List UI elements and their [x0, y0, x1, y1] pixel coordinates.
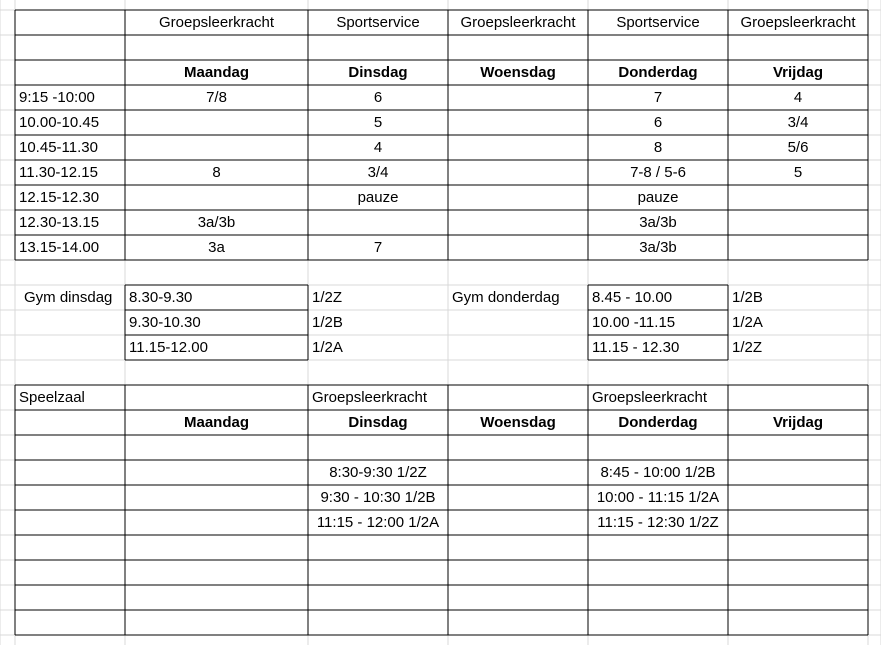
schedule-cell: 4 — [373, 139, 383, 156]
gym-donderdag-group: 1/2B — [732, 289, 763, 306]
gym-dinsdag-group: 1/2A — [312, 339, 343, 356]
schedule-cell — [448, 235, 588, 260]
day-header: Donderdag — [618, 64, 698, 81]
gym-donderdag-group: 1/2Z — [732, 339, 763, 356]
speelzaal-dinsdag-slot: 9:30 - 10:30 1/2B — [320, 489, 436, 506]
gym-dinsdag-group: 1/2B — [312, 314, 343, 331]
schedule-cell: 7 — [373, 239, 383, 256]
role-header: Groepsleerkracht — [460, 14, 576, 31]
speelzaal-role — [125, 385, 308, 410]
schedule-cell — [448, 160, 588, 185]
schedule-cell — [448, 110, 588, 135]
schedule-cell: 7/8 — [206, 89, 227, 106]
day-header: Dinsdag — [348, 64, 408, 81]
gym-donderdag-time: 10.00 -11.15 — [592, 314, 676, 331]
schedule-cell — [448, 185, 588, 210]
schedule-cell — [448, 210, 588, 235]
schedule-cell — [728, 185, 868, 210]
speelzaal-day-header: Woensdag — [480, 414, 556, 431]
time-slot: 10.45-11.30 — [19, 139, 98, 156]
schedule-cell: 5 — [793, 164, 803, 181]
schedule-cell — [125, 185, 308, 210]
schedule-cell: 8 — [653, 139, 663, 156]
gym-dinsdag-label: Gym dinsdag — [24, 289, 113, 306]
time-slot: 10.00-10.45 — [19, 114, 100, 131]
day-header: Vrijdag — [772, 64, 824, 81]
schedule-cell: 3a — [208, 239, 225, 256]
speelzaal-dinsdag-slot: 11:15 - 12:00 1/2A — [316, 514, 440, 531]
speelzaal-day-header: Vrijdag — [772, 414, 824, 431]
schedule-cell: 3/4 — [787, 114, 809, 131]
speelzaal-day-header: Maandag — [183, 414, 249, 431]
gym-dinsdag-time: 8.30-9.30 — [129, 289, 193, 306]
gym-dinsdag-time: 11.15-12.00 — [129, 339, 208, 356]
role-header: Groepsleerkracht — [740, 14, 856, 31]
speelzaal-donderdag-slot: 10:00 - 11:15 1/2A — [596, 489, 720, 506]
day-header: Woensdag — [480, 64, 556, 81]
gym-donderdag-time: 11.15 - 12.30 — [592, 339, 680, 356]
schedule-cell: 3a/3b — [197, 214, 236, 231]
speelzaal-donderdag-slot: 8:45 - 10:00 1/2B — [600, 464, 716, 481]
speelzaal-day-header: Donderdag — [618, 414, 698, 431]
schedule-cell: 3a/3b — [639, 239, 677, 256]
time-slot: 11.30-12.15 — [19, 164, 98, 181]
speelzaal-role — [448, 385, 588, 410]
speelzaal-role: Groepsleerkracht — [592, 389, 708, 406]
time-slot: 12.15-12.30 — [19, 189, 100, 206]
schedule-cell: 6 — [653, 114, 663, 131]
schedule-cell: 3a/3b — [639, 214, 677, 231]
role-header: Sportservice — [336, 14, 420, 31]
gym-dinsdag-group: 1/2Z — [312, 289, 343, 306]
time-slot: 13.15-14.00 — [19, 239, 100, 256]
role-header: Sportservice — [616, 14, 700, 31]
schedule-cell — [448, 135, 588, 160]
gym-donderdag-label: Gym donderdag — [452, 289, 560, 306]
gym-donderdag-time: 8.45 - 10.00 — [592, 289, 673, 306]
gym-dinsdag-time: 9.30-10.30 — [129, 314, 201, 331]
speelzaal-label: Speelzaal — [19, 389, 85, 406]
schedule-cell: 3/4 — [367, 164, 389, 181]
speelzaal-role: Groepsleerkracht — [312, 389, 428, 406]
schedule-cell — [125, 110, 308, 135]
schedule-cell: 5 — [373, 114, 383, 131]
schedule-cell: 5/6 — [787, 139, 809, 156]
schedule-cell: pauze — [637, 189, 679, 206]
schedule-cell: 8 — [212, 164, 221, 181]
time-slot: 12.30-13.15 — [19, 214, 100, 231]
speelzaal-role — [728, 385, 868, 410]
speelzaal-day-header: Dinsdag — [348, 414, 408, 431]
schedule-cell — [728, 235, 868, 260]
schedule-cell: pauze — [357, 189, 399, 206]
day-header: Maandag — [183, 64, 249, 81]
schedule-cell — [448, 85, 588, 110]
speelzaal-dinsdag-slot: 8:30-9:30 1/2Z — [329, 464, 427, 481]
schedule-cell: 6 — [373, 89, 383, 106]
schedule-cell: 7-8 / 5-6 — [630, 164, 686, 181]
schedule-cell — [125, 135, 308, 160]
schedule-cell: 4 — [793, 89, 803, 106]
role-header: Groepsleerkracht — [158, 14, 275, 31]
time-slot: 9:15 -10:00 — [19, 89, 95, 106]
gym-donderdag-group: 1/2A — [732, 314, 763, 331]
schedule-cell — [308, 210, 448, 235]
speelzaal-donderdag-slot: 11:15 - 12:30 1/2Z — [597, 514, 719, 531]
schedule-cell: 7 — [653, 89, 663, 106]
schedule-cell — [728, 210, 868, 235]
